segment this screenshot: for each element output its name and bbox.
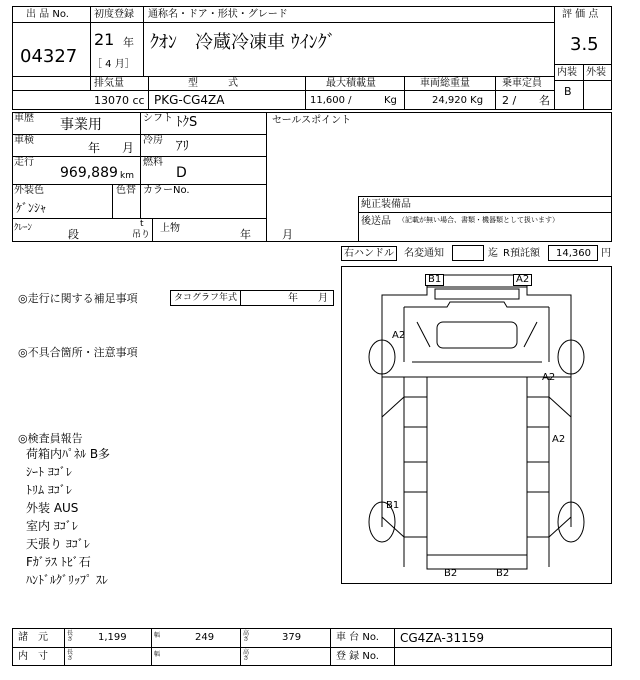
- crane-ton: t: [140, 219, 144, 229]
- chassis-label: 車 台 No.: [336, 632, 379, 643]
- reg-label: 登 録 No.: [336, 651, 379, 662]
- interior-grade: B: [564, 85, 572, 98]
- car-name: ｸｵﾝ 冷蔵冷凍車 ｳｲﾝｸﾞ: [150, 32, 336, 53]
- sales-points-label: セールスポイント: [272, 115, 352, 126]
- equipment-label: 純正装備品: [361, 199, 411, 210]
- box-sides: [382, 377, 571, 527]
- reg-year: 21: [94, 30, 115, 49]
- ac: ｱﾘ: [176, 139, 189, 154]
- mileage: 969,889: [60, 165, 118, 181]
- reg-month: ［ 4 月］: [92, 59, 135, 70]
- height-label: 高さ: [243, 630, 250, 644]
- car-name-label: 通称名・ドア・形状・グレード: [148, 9, 288, 20]
- damage-mark: A2: [513, 274, 532, 286]
- inspector-item: ｼｰﾄ ﾖｺﾞﾚ: [26, 465, 72, 479]
- gross-weight-label: 車両総重量: [420, 78, 470, 89]
- after-note: （記載が無い場合、書類・機器類として扱います）: [398, 216, 559, 224]
- capacity-label: 乗車定員: [502, 78, 542, 89]
- capacity-unit: 名: [539, 94, 550, 107]
- damage-mark: B1: [386, 500, 400, 511]
- damage-mark: B1: [425, 274, 444, 286]
- max-load-label: 最大積載量: [326, 78, 376, 89]
- mileage-label: 走行: [14, 157, 34, 168]
- color-change-label: 色替: [116, 185, 136, 196]
- cab-sides-top: [382, 287, 571, 307]
- displacement-label: 排気量: [94, 78, 124, 89]
- length-label: 長さ: [67, 630, 74, 644]
- name-change-label: 名変通知: [404, 248, 444, 259]
- inspector-item: Fｶﾞﾗｽ ﾄﾋﾞ石: [26, 555, 91, 569]
- crane-stage: 段: [68, 228, 79, 241]
- defects-label: ◎不具合箇所・注意事項: [18, 346, 138, 359]
- inspection-month-unit: 月: [122, 141, 135, 155]
- recalc-unit: 円: [601, 248, 611, 259]
- ac-label: 冷房: [143, 135, 163, 146]
- fuel: D: [176, 165, 187, 181]
- inspection-label: 車検: [14, 135, 34, 146]
- max-load: 11,600 /: [310, 95, 352, 106]
- inspector-item: 荷箱内ﾊﾟﾈﾙ B多: [26, 447, 111, 461]
- shift: ﾄｸS: [176, 115, 198, 130]
- first-reg-label: 初度登録: [94, 9, 134, 20]
- exterior-color-label: 外装色: [14, 185, 44, 196]
- vehicle-diagram: [341, 266, 612, 584]
- width-label: 幅: [154, 632, 161, 639]
- height: 379: [282, 632, 302, 643]
- history: 事業用: [60, 117, 102, 133]
- load-label: 上物: [160, 223, 180, 234]
- mileage-unit: km: [120, 171, 134, 181]
- actual-label: 迄: [488, 248, 498, 259]
- model-label: 型 式: [188, 78, 238, 89]
- inspector-item: 室内 ﾖｺﾞﾚ: [26, 519, 78, 533]
- load-year: 年: [240, 228, 251, 241]
- supplement-label: ◎走行に関する補足事項: [18, 292, 138, 305]
- handle: 右ハンドル: [344, 248, 394, 259]
- model: PKG-CG4ZA: [154, 93, 225, 107]
- crane-hang: 吊り: [132, 230, 151, 240]
- grade-label: 評 価 点: [562, 9, 599, 20]
- damage-mark: A2: [552, 434, 566, 445]
- grade-value: 3.5: [570, 34, 599, 55]
- gross-weight: 24,920 Kg: [432, 95, 484, 106]
- inner-length-label: 長さ: [67, 649, 74, 663]
- tachograph-month-unit: 月: [318, 293, 328, 304]
- recalc-value: 14,360: [556, 248, 591, 259]
- load-month: 月: [282, 228, 293, 241]
- chassis: CG4ZA-31159: [400, 631, 484, 645]
- inner-height-label: 高さ: [243, 649, 250, 663]
- name-change-box: [452, 245, 484, 261]
- inspector-item: 外装 AUS: [26, 501, 79, 515]
- inner-label: 内 寸: [18, 651, 48, 662]
- capacity: 2 /: [502, 94, 517, 107]
- tachograph-label: タコグラフ年式: [174, 293, 238, 303]
- dims-label: 諸 元: [18, 632, 48, 643]
- cab-front-panel: [435, 289, 519, 299]
- displacement: 13070 cc: [94, 94, 145, 107]
- lot-no-label: 出 品 No.: [26, 9, 69, 20]
- inspection-year-unit: 年: [88, 141, 101, 155]
- shift-label: シフト: [143, 113, 173, 124]
- exterior-label: 外装: [586, 67, 606, 78]
- inner-width-label: 幅: [154, 651, 161, 658]
- width: 249: [195, 632, 215, 643]
- max-load-unit: Kg: [384, 95, 397, 106]
- color-no-label: カラーNo.: [143, 185, 190, 196]
- fuel-label: 燃料: [143, 157, 163, 168]
- after-label: 後送品: [361, 216, 391, 227]
- interior-label: 内装: [557, 67, 577, 78]
- inspector-item: ﾊﾝﾄﾞﾙｸﾞﾘｯﾌﾟ ｽﾚ: [26, 573, 108, 587]
- recalc-label: R預託額: [503, 248, 540, 259]
- inspector-item: 天張り ﾖｺﾞﾚ: [26, 537, 90, 551]
- damage-mark: B2: [444, 568, 458, 579]
- tachograph-year-unit: 年: [288, 293, 298, 304]
- windshield: [437, 322, 517, 348]
- rear-bumper: [427, 555, 527, 569]
- damage-mark: A2: [392, 330, 406, 341]
- crane-label: ｸﾚｰﾝ: [14, 223, 33, 233]
- lot-no: 04327: [20, 46, 78, 67]
- damage-mark: B2: [496, 568, 510, 579]
- inspector-label: ◎検査員報告: [18, 432, 83, 445]
- inspector-item: ﾄﾘﾑ ﾖｺﾞﾚ: [26, 483, 72, 497]
- history-label: 車歴: [14, 113, 34, 124]
- length: 1,199: [98, 632, 127, 643]
- reg-year-unit: 年: [123, 36, 134, 49]
- exterior-color: ｹﾞﾝｼｬ: [16, 201, 47, 215]
- damage-mark: A2: [542, 372, 556, 383]
